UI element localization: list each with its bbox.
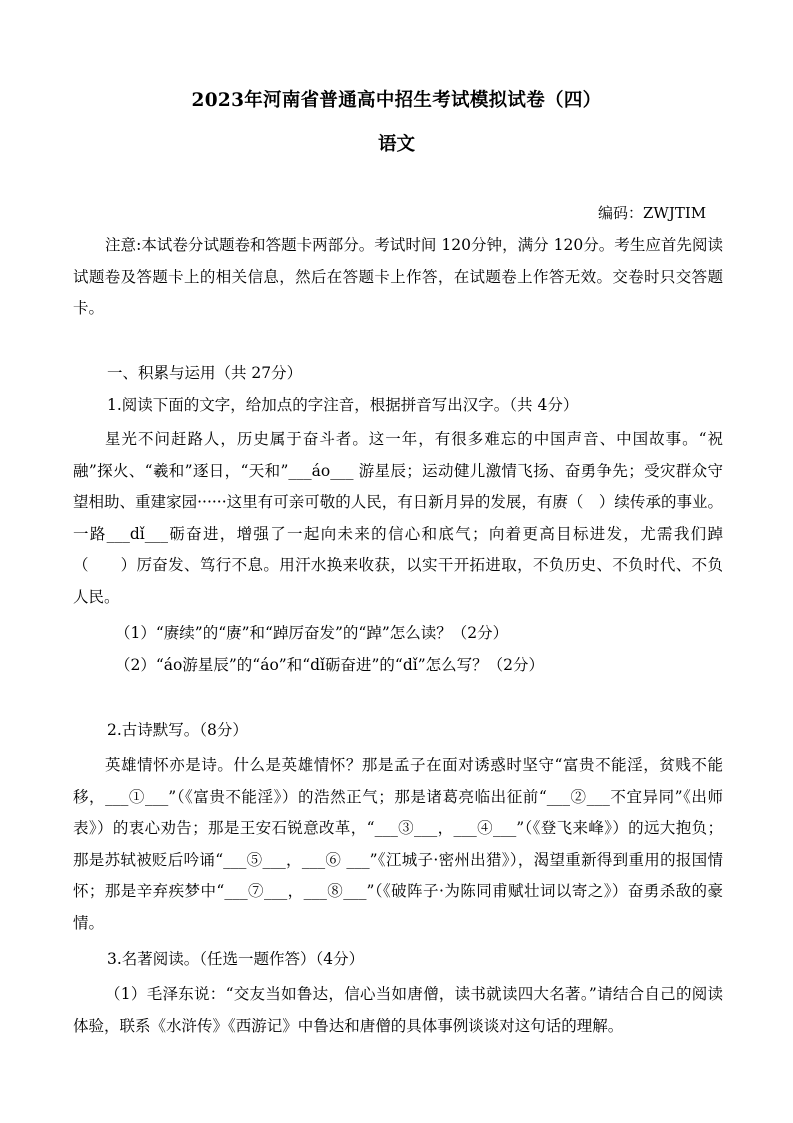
q1-heading: 1.阅读下面的文字，给加点的字注音，根据拼音写出汉字。（共 4分） [107,396,579,414]
q1-sub1: （1）“赓续”的“赓”和“踔厉奋发”的“踔”怎么读？（2分） [115,624,509,642]
q1-passage-text: 星光不问赶路人，历史属于奋斗者。这一年，有很多难忘的中国声音、中国故事。“祝融”探火、“羲和”逐日，“天和”___áo___ 游星辰；运动健儿激情飞扬、奋勇争先；受灾群众守望相助、重建家园······这里有可亲可敬的人民，有日新月异的发展，有赓（ ）续传承的事业。一路___dǐ___砺奋进，增强了一起向未来的信心和底气；向着更高目标进发，尤需我们踔（ ）厉奋发、笃行不息。用汗水换来收获，以实干开拓进取，不负历史、不负时代、不负人民。 [73,430,723,606]
notice [73,230,723,325]
q1-passage [73,424,723,613]
q3-heading: 3.名著阅读。（任选一题作答）（4分） [107,950,365,968]
q2-heading: 2.古诗默写。（8分） [107,721,248,739]
q3-passage [73,979,723,1042]
subject-title: 语文 [377,134,415,155]
q2-passage [73,750,723,939]
exam-code: 编码：ZWJTIM [598,204,707,222]
exam-title: 2023年河南省普通高中招生考试模拟试卷（四） [191,90,602,111]
q1-sub2: （2）“áo游星辰”的“áo”和“dǐ砺奋进”的“dǐ”怎么写？（2分） [115,656,545,674]
q3-passage-text: （1）毛泽东说：“交友当如鲁达，信心当如唐僧，读书就读四大名著。”请结合自己的阅读体验，联系《水浒传》《西游记》中鲁达和唐僧的具体事例谈谈对这句话的理解。 [73,985,723,1035]
q2-passage-text: 英雄情怀亦是诗。什么是英雄情怀？那是孟子在面对诱惑时坚守“富贵不能淫，贫贱不能移，___①___”（《富贵不能淫》）的浩然正气；那是诸葛亮临出征前“___②___不宜异同”《出师表》）的衷心劝告；那是王安石锐意改革，“___③___，___④___”（《登飞来峰》）的远大抱负；那是苏轼被贬后吟诵“___⑤___，___⑥ ___”《江城子·密州出猎》），渴望重新得到重用的报国情怀；那是辛弃疾梦中“___⑦___，___⑧___”（《破阵子·为陈同甫赋壮词以寄之》）奋勇杀敌的豪情。 [73,756,723,932]
notice-text: 注意:本试卷分试题卷和答题卡两部分。考试时间 120分钟，满分 120分。考生应首先阅读试题卷及答题卡上的相关信息，然后在答题卡上作答，在试题卷上作答无效。交卷时只交答题卡。 [73,236,723,317]
section1-heading: 一、积累与运用（共 27分） [107,364,303,382]
